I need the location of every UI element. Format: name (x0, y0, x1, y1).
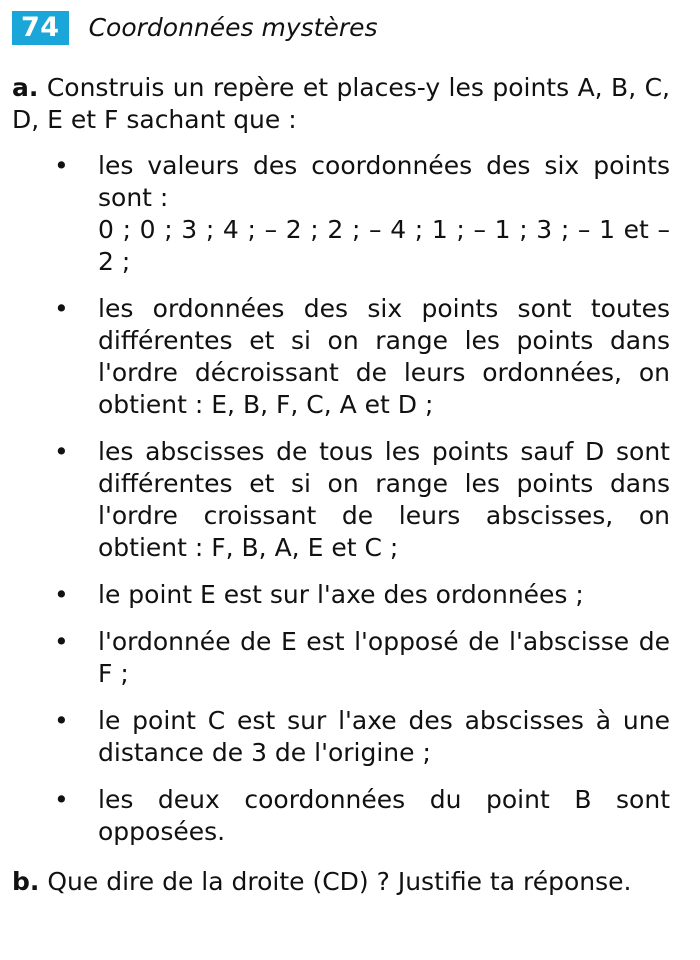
bullet-icon: • (54, 785, 69, 814)
exercise (12, 10, 670, 898)
condition-item (12, 293, 670, 421)
condition-item (12, 705, 670, 769)
condition-text: les deux coordonnées du point B sont opposées. (98, 785, 670, 846)
condition-text: le point E est sur l'axe des ordonnées ; (98, 580, 584, 609)
part-b-question (12, 866, 670, 898)
conditions-list (12, 150, 670, 848)
condition-text: l'ordonnée de E est l'opposé de l'abscisse de F ; (98, 627, 670, 688)
bullet-icon: • (54, 294, 69, 323)
bullet-icon: • (54, 151, 69, 180)
condition-item (12, 579, 670, 611)
part-b-text: Que dire de la droite (CD) ? Justifie ta réponse. (47, 867, 632, 896)
condition-item (12, 626, 670, 690)
condition-item (12, 436, 670, 564)
condition-item (12, 150, 670, 278)
part-a-instruction (12, 72, 670, 136)
bullet-icon: • (54, 706, 69, 735)
condition-text: les ordonnées des six points sont toutes différentes et si on range les points dans l'ordre décroissant de leurs ordonnées, on obtient : E, B, F, C, A et D ; (98, 294, 670, 419)
exercise-number-badge: 74 (12, 11, 69, 45)
exercise-title: Coordonnées mystères (88, 13, 378, 42)
condition-text: le point C est sur l'axe des abscisses à une distance de 3 de l'origine ; (98, 706, 670, 767)
condition-item (12, 784, 670, 848)
bullet-icon: • (54, 580, 69, 609)
bullet-icon: • (54, 627, 69, 656)
exercise-header (12, 10, 670, 46)
bullet-icon: • (54, 437, 69, 466)
part-a-label: a. (12, 73, 39, 102)
coordinate-values: 0 ; 0 ; 3 ; 4 ; – 2 ; 2 ; – 4 ; 1 ; – 1 ; 3 ; – 1 et – 2 ; (98, 215, 670, 276)
part-b-label: b. (12, 867, 40, 896)
condition-text: les abscisses de tous les points sauf D sont différentes et si on range les points dans l'ordre croissant de leurs abscisses, on obtient : F, B, A, E et C ; (98, 437, 670, 562)
part-a-text: Construis un repère et places-y les points A, B, C, D, E et F sachant que : (12, 73, 670, 134)
condition-text: les valeurs des coordonnées des six points sont : (98, 151, 670, 212)
